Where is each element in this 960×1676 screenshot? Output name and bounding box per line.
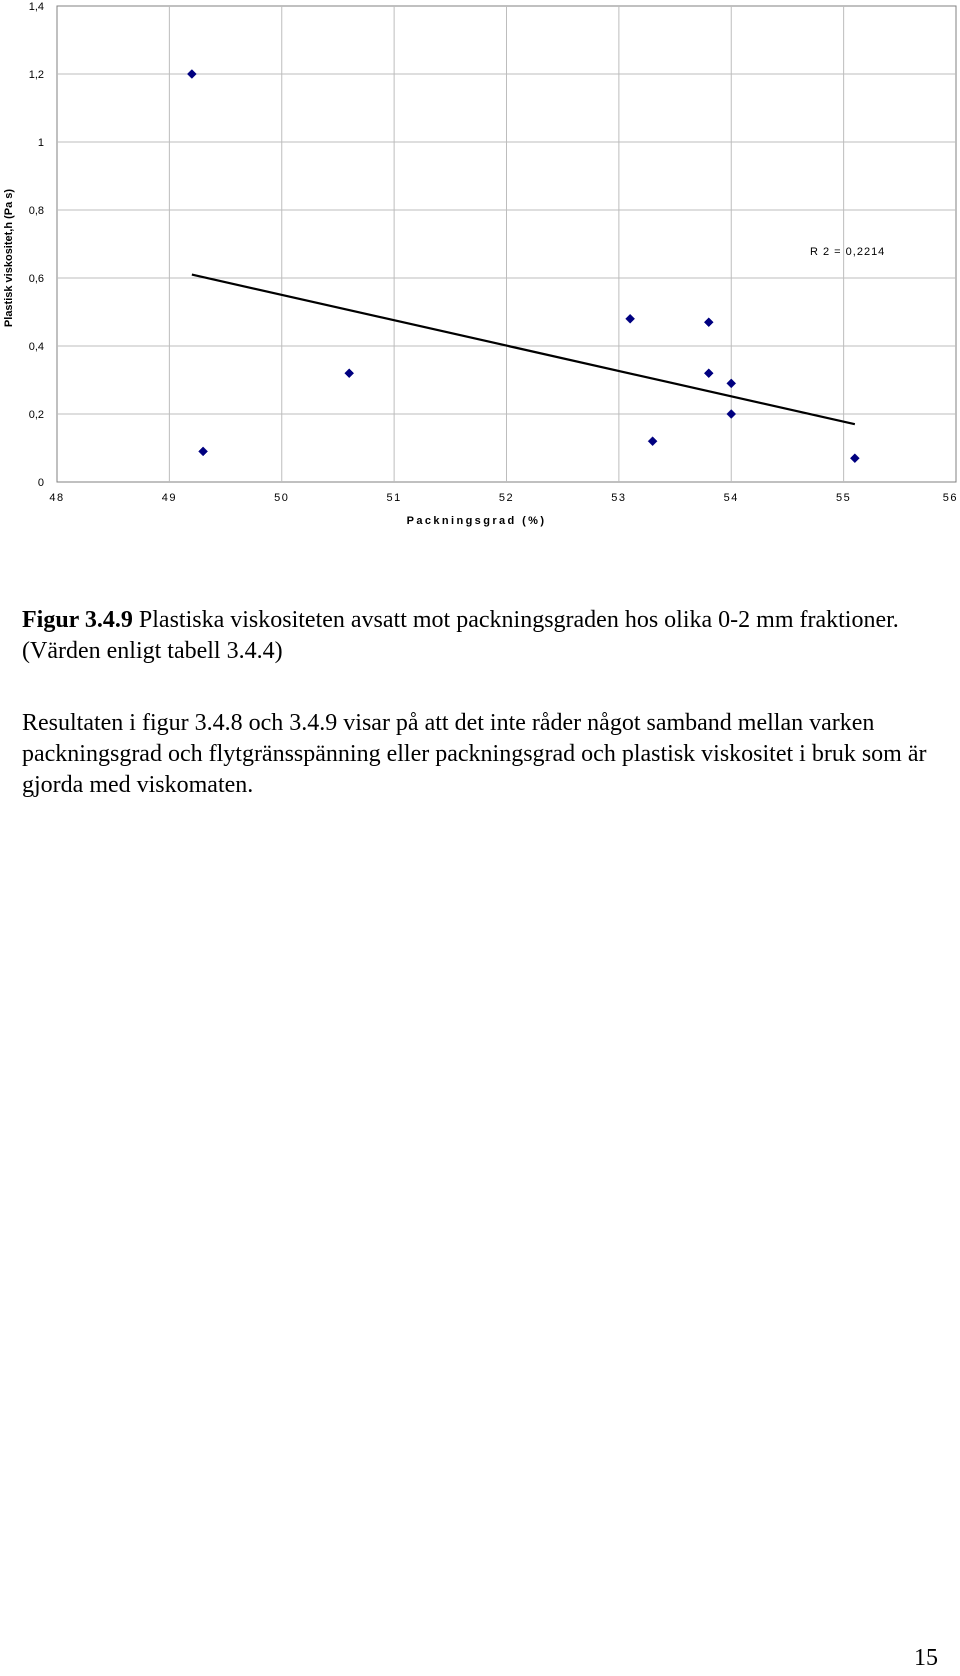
figure-caption-text: Plastiska viskositeten avsatt mot packningsgraden hos olika 0-2 mm fraktioner. (Värden enligt tabell 3.4.4)	[22, 607, 899, 664]
y-tick-label: 0,2	[28, 409, 44, 421]
y-tick-label: 1,4	[28, 1, 44, 13]
x-tick-label: 55	[836, 492, 852, 504]
y-tick-labels	[29, 1, 44, 489]
scatter-chart	[0, 0, 960, 560]
figure-caption	[22, 605, 922, 667]
x-tick-label: 53	[611, 492, 627, 504]
x-tick-label: 48	[49, 492, 65, 504]
y-tick-label: 0	[37, 477, 44, 489]
x-tick-label: 49	[161, 492, 177, 504]
y-axis-title: Plastisk viskositet,h (Pa s)	[3, 188, 15, 328]
x-tick-labels	[49, 492, 958, 504]
y-tick-label: 0,8	[28, 205, 44, 217]
body-paragraph: Resultaten i figur 3.4.8 och 3.4.9 visar på att det inte råder något samband mellan varken packningsgrad och flytgränsspänning eller packningsgrad och plastisk viskositet i bruk som är gjorda med viskomaten.	[22, 710, 927, 798]
y-tick-label: 1,2	[28, 69, 44, 81]
x-tick-label: 56	[942, 492, 958, 504]
x-tick-label: 54	[723, 492, 739, 504]
x-tick-label: 52	[498, 492, 515, 504]
x-axis-title: Packningsgrad (%)	[406, 515, 547, 527]
x-tick-label: 51	[386, 492, 402, 504]
page-number: 15	[914, 1645, 938, 1671]
r-squared-annotation: R 2 = 0,2214	[810, 246, 886, 258]
y-tick-label: 0,4	[28, 341, 44, 353]
y-tick-label: 1	[37, 137, 44, 149]
figure-caption-label: Figur 3.4.9	[22, 607, 133, 633]
y-tick-label: 0,6	[28, 273, 44, 285]
x-tick-label: 50	[274, 492, 290, 504]
